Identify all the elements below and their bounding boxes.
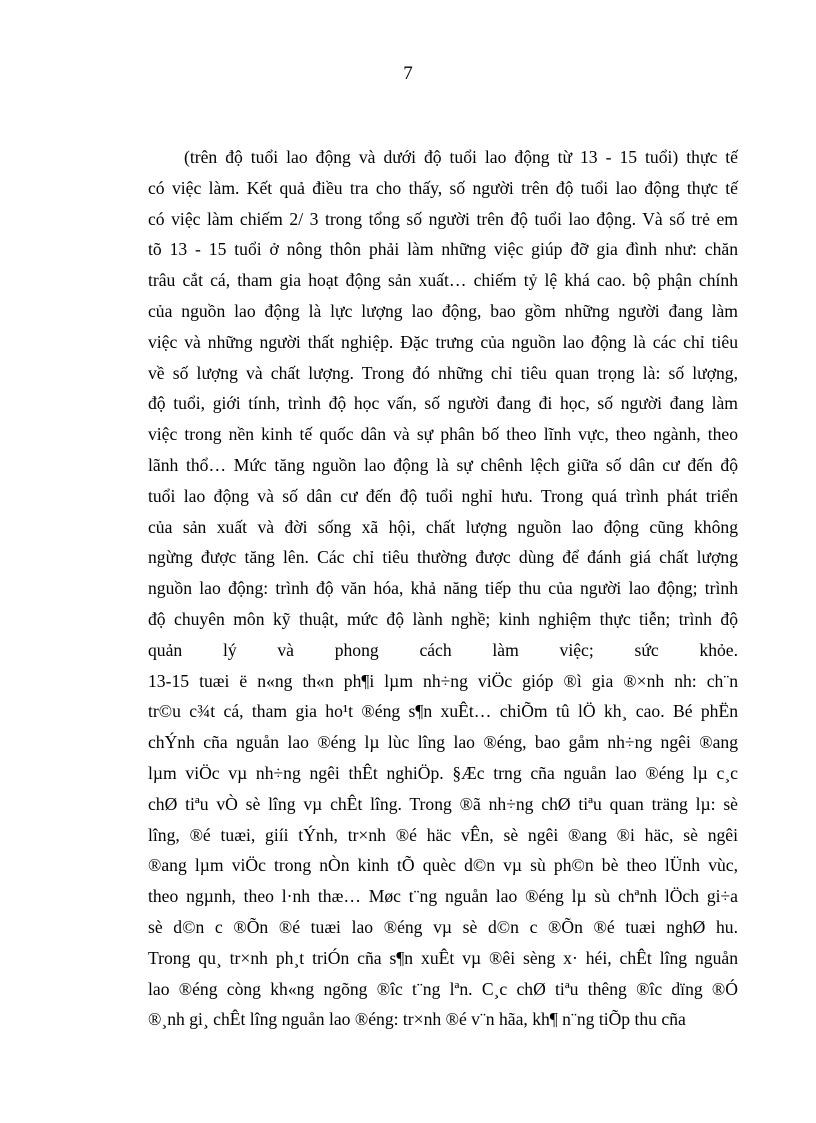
text-line: ®¸nh gi¸ chÊt lîng nguån lao ®éng: tr×nh ®é v¨n hãa, kh¶ n¨ng tiÕp thu cña — [148, 1009, 686, 1030]
text-line: tõ 13 - 15 tuổi ở nông thôn phải làm những việc giúp đỡ gia đình như: chăn — [148, 239, 738, 260]
text-line: theo ngµnh, theo l·nh thæ… Møc t¨ng nguån lao ®éng lµ sù chªnh lÖch gi÷a — [148, 886, 738, 907]
text-line: lµm viÖc vµ nh÷ng ngêi thÊt nghiÖp. §Æc trng cña nguån lao ®éng lµ c¸c — [148, 762, 738, 783]
text-line: Trong qu¸ tr×nh ph¸t triÓn cña s¶n xuÊt vµ ®êi sèng x· héi, chÊt lîng nguån — [148, 947, 738, 968]
text-line: ngừng được tăng lên. Các chỉ tiêu thường được dùng để đánh giá chất lượng — [148, 547, 738, 568]
text-line: lîng, ®é tuæi, giíi tÝnh, tr×nh ®é häc vÊn, sè ngêi ®ang ®i häc, sè ngêi — [148, 824, 738, 845]
text-line: việc và những người thất nghiệp. Đặc trưng của nguồn lao động là các chỉ tiêu — [148, 331, 738, 352]
text-line: lãnh thổ… Mức tăng nguồn lao động là sự chênh lệch giữa số dân cư đến độ — [148, 454, 738, 475]
text-line: chØ tiªu vÒ sè lîng vµ chÊt lîng. Trong ®ã nh÷ng chØ tiªu quan träng lµ: sè — [148, 793, 738, 814]
text-line: độ chuyên môn kỹ thuật, mức độ lành nghề; kinh nghiệm thực tiễn; trình độ — [148, 608, 738, 629]
text-line: có việc làm. Kết quả điều tra cho thấy, số người trên độ tuổi lao động thực tế — [148, 177, 738, 198]
text-line: quản lý và phong cách làm việc; sức khỏe. — [148, 639, 738, 660]
text-line: việc trong nền kinh tế quốc dân và sự phân bố theo lĩnh vực, theo ngành, theo — [148, 424, 738, 445]
text-line: (trên độ tuổi lao động và dưới độ tuổi lao động từ 13 - 15 tuổi) thực tế — [184, 147, 738, 167]
body-paragraph — [148, 142, 738, 1035]
text-line: sè d©n c ®Õn ®é tuæi lao ®éng vµ sè d©n c ®Õn ®é tuæi nghØ hu. — [148, 916, 738, 937]
text-line: độ tuổi, giới tính, trình độ học vấn, số người đang đi học, số người đang làm — [148, 393, 738, 414]
text-line: của nguồn lao động là lực lượng lao động, bao gồm những người đang làm — [148, 300, 738, 321]
text-line: về số lượng và chất lượng. Trong đó những chỉ tiêu quan trọng là: số lượng, — [148, 362, 738, 383]
text-line: của sản xuất và đời sống xã hội, chất lượng nguồn lao động cũng không — [148, 516, 738, 537]
text-line: lao ®éng còng kh«ng ngõng ®îc t¨ng lªn. C¸c chØ tiªu thêng ®îc dïng ®Ó — [148, 978, 738, 999]
text-line: trâu cắt cá, tham gia hoạt động sản xuất… chiếm tỷ lệ khá cao. bộ phận chính — [148, 270, 738, 291]
text-line: có việc làm chiếm 2/ 3 trong tổng số người trên độ tuổi lao động. Và số trẻ em — [148, 208, 738, 229]
text-line: nguồn lao động: trình độ văn hóa, khả năng tiếp thu của người lao động; trình — [148, 578, 738, 599]
page-number: 7 — [403, 63, 413, 84]
text-line: 13-15 tuæi ë n«ng th«n ph¶i lµm nh÷ng viÖc gióp ®ì gia ®×nh nh: ch¨n — [148, 670, 738, 691]
text-line: ®ang lµm viÖc trong nÒn kinh tÕ quèc d©n vµ sù ph©n bè theo lÜnh vùc, — [148, 855, 738, 876]
text-line: tuổi lao động và số dân cư đến độ tuổi nghỉ hưu. Trong quá trình phát triển — [148, 485, 738, 506]
text-line: tr©u c¾t cá, tham gia ho¹t ®éng s¶n xuÊt… chiÕm tû lÖ kh¸ cao. Bé phËn — [148, 701, 738, 722]
text-line: chÝnh cña nguån lao ®éng lµ lùc lîng lao ®éng, bao gåm nh÷ng ngêi ®ang — [148, 732, 738, 753]
